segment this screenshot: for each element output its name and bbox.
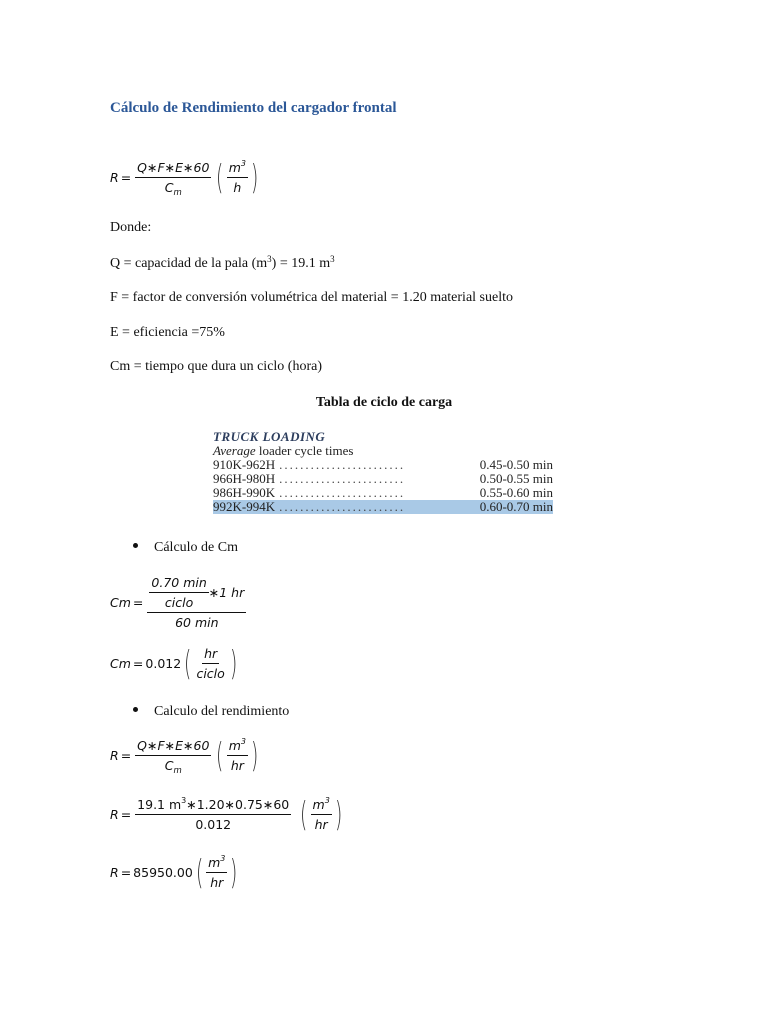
table-row: 986H-990K ........................ 0.55-0.60 min (213, 485, 553, 500)
donde-label: Donde: (110, 220, 152, 235)
formula-value: 85950.00 (133, 865, 193, 880)
equals-sign: = (132, 656, 144, 671)
equals-sign: = (120, 748, 132, 763)
formula-denominator: $C_m$ (164, 180, 182, 198)
formula-fraction: $\frac{19.1 m^3∗1.20∗0.75∗60}{0.012}$ (137, 796, 290, 832)
equals-sign: = (120, 865, 132, 880)
definition-e: E = eficiencia =75% (110, 325, 225, 340)
truck-loading-title: TRUCK LOADING (213, 429, 326, 444)
formula-unit: ( $\frac{m^3}{h}$ ) (216, 157, 259, 198)
formula-unit: ( $\frac{hr}{\text{ciclo}}$ ) (184, 643, 238, 684)
definition-q: Q = capacidad de la pala $(m^3) = 19.1$ $m^3$ (110, 254, 335, 271)
bullet-icon (133, 707, 138, 712)
page-title: Cálculo de Rendimiento del cargador frontal (110, 100, 397, 116)
formula-unit: ( $\frac{m^3}{hr}$ ) (300, 794, 343, 835)
formula-rendimiento-substituted (110, 794, 345, 835)
bullet-calculo-rendimiento: Calculo del rendimiento (133, 704, 289, 720)
formula-lhs: R (110, 748, 119, 763)
formula-unit: ( $\frac{m^3}{hr}$ ) (195, 852, 238, 893)
formula-cm (110, 575, 248, 630)
formula-fraction: $\frac{Q∗F∗E∗60}{C_m}$ (137, 738, 210, 776)
formula-rendimiento-2 (110, 735, 261, 776)
definition-cm: Cm = tiempo que dura un ciclo (hora) (110, 359, 323, 374)
table-row: 910K-962H ........................ 0.45-0.50 min (213, 457, 553, 472)
truck-loading-table (213, 430, 555, 516)
formula-value: 0.012 (145, 656, 182, 671)
formula-fraction: $\frac{0.70 \min}{\text{ciclo}}$ ∗1 hr 60 min (147, 575, 246, 630)
bullet-calculo-cm: Cálculo de Cm (133, 540, 238, 556)
formula-numerator: Q∗F∗E∗60 (135, 160, 211, 178)
table-title: Tabla de ciclo de carga (315, 395, 453, 410)
formula-cm-result (110, 643, 240, 684)
equals-sign: = (120, 807, 132, 822)
formula-rendimiento-result (110, 852, 241, 893)
formula-lhs: R (110, 807, 119, 822)
bullet-icon (133, 543, 138, 548)
definition-f: F = factor de conversión volumétrica del material = 1.20 material suelto (110, 290, 513, 305)
table-row: 966H-980H ........................ 0.50-0.55 min (213, 471, 553, 486)
formula-fraction (135, 160, 211, 198)
formula-unit: ( $\frac{m^3}{hr}$ ) (216, 735, 259, 776)
equals-sign: = (120, 170, 132, 185)
formula-lhs: R (110, 170, 119, 185)
formula-lhs: Cm (110, 656, 131, 671)
truck-loading-subtitle: Average loader cycle times (213, 443, 354, 458)
formula-rendimiento (110, 157, 261, 198)
formula-lhs: Cm (110, 595, 131, 610)
table-row-highlighted: 992K-994K ........................ 0.60-0.70 min (213, 499, 553, 514)
equals-sign: = (132, 595, 144, 610)
formula-lhs: R (110, 865, 119, 880)
